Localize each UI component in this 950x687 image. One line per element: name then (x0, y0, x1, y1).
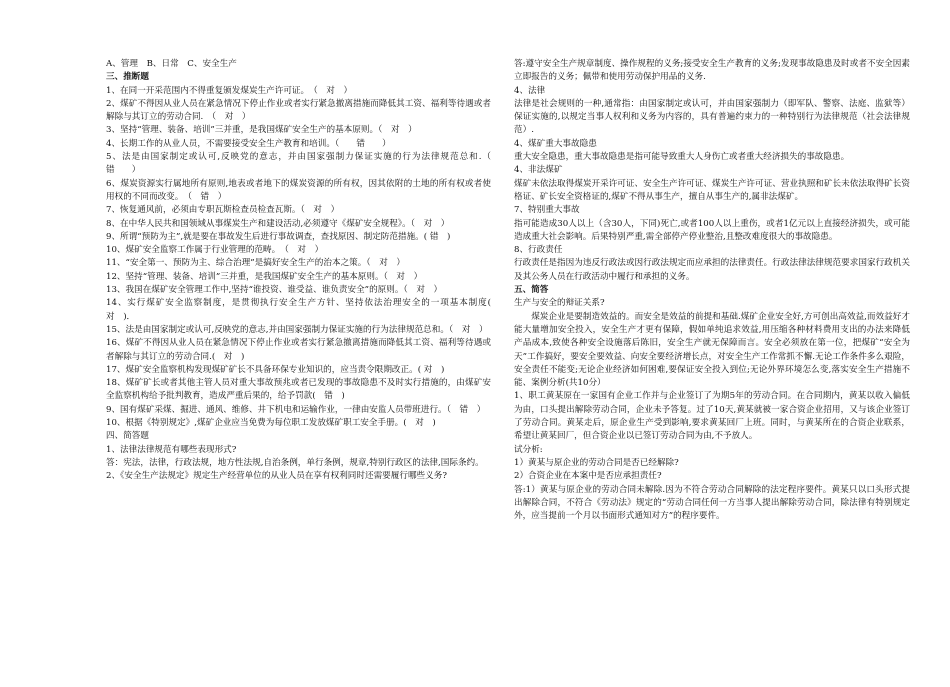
paragraph: 5、法是由国家制定或认可,反映党的意志，并由国家强制力保证实施的行为法律规范总和.（ 错 ） (106, 152, 509, 176)
paragraph: 答：宪法，法律，行政法规，地方性法规,自治条例，单行条例，规章,特别行政区的法律,国际条约。 (106, 457, 484, 468)
paragraph: 10、根据《特别规定》,煤矿企业应当免费为每位职工发放煤矿职工安全手册。( 对 ) (106, 418, 436, 429)
paragraph: 10、煤矿安全监察工作属于行业管理的范畴。 （ 对 ） (106, 245, 324, 256)
paragraph: 指可能造成30人以上（含30人，下同)死亡,或者100人以上重伤，或者1亿元以上直接经济损失，或可能造成重大社会影响。后果特别严重,需全部停产停业整治,且整改难度很大的事故隐患。 (514, 218, 910, 242)
paragraph: 9、国有煤矿采煤、掘进、通风、维修、井下机电和运输作业，一律由安监人员带班进行。（ 错 ） (106, 404, 486, 415)
paragraph: A、管理 B、日常 C、安全生产 (106, 59, 237, 69)
paragraph: 4、非法煤矿 (514, 165, 563, 176)
paragraph: 重大安全隐患，重大事故隐患是指可能导致重大人身伤亡或者重大经济损失的事故隐患。 (514, 152, 850, 163)
paragraph: 7、特别重大事故 (514, 205, 580, 216)
paragraph: 6、煤炭资源实行属地所有原则,地表或者地下的煤炭资源的所有权，因其依附的土地的所有权或者使用权的不同而改变。 （ 错 ） (106, 178, 491, 202)
paragraph: 2）合资企业在本案中是否应承担责任? (514, 471, 662, 482)
paragraph: 1、法律法律规范有哪些表现形式? (106, 444, 237, 455)
paragraph: 11、“安全第一、预防为主、综合治理”是搞好安全生产的治本之策。（ 对 ） (106, 258, 406, 269)
paragraph: 1）黄某与原企业的劳动合同是否已经解除? (514, 457, 679, 468)
paragraph: 1、在同一开采范围内不得重复颁发煤炭生产许可证。 （ 对 ） (106, 85, 353, 96)
paragraph: 答:1）黄某与原企业的劳动合同未解除.因为不符合劳动合同解除的法定程序要件。黄某只以口头形式提出解除合同，不符合《劳动法》规定的“劳动合同任何一方当事人提出解除劳动合同，除法律有特别规定外，应当提前一个月以书面形式通知对方”的程序要件。 (514, 484, 910, 522)
paragraph: 8、行政责任 (514, 245, 563, 256)
paragraph: 18、煤矿矿长或者其他主管人员对重大事故预兆或者已发现的事故隐患不及时实行措施的，由煤矿安全监察机构给予批判教育，造成严重后果的，给予罚款( 错 ) (106, 378, 491, 402)
paragraph: 四、简答题 (106, 431, 149, 442)
paragraph: 1、职工黄某原在一家国有企业工作并与企业签订了为期5年的劳动合同。在合同期内，黄某以收入偏低为由，口头提出解除劳动合同，企业未予答复。过了10天,黄某就被一家合资企业招用，又与该企业签订了劳动合同。黄某走后，原企业生产受到影响,要求黄某回厂上班。同时，与黄某所在的合资企业联系，希望让黄某回厂，但合资企业以已签订劳动合同为由,不予放人。 (514, 391, 910, 442)
paragraph: 4、法律 (514, 85, 546, 96)
paragraph: 答:遵守安全生产规章制度、操作规程的义务;接受安全生产教育的义务;发现事故隐患及时或者不安全因素立即报告的义务；佩带和使用劳动保护用品的义务. (514, 59, 910, 83)
paragraph: 煤矿未依法取得煤炭开采许可证、安全生产许可证、煤炭生产许可证、营业执照和矿长未依法取得矿长资格证、矿长安全资格证的,煤矿不得从事生产，擅自从事生产的,属非法煤矿。 (514, 178, 910, 202)
section-heading: 五、简答 (514, 285, 549, 296)
paragraph: 2、煤矿不得因从业人员在紧急情况下停止作业或者实行紧急撤离措施而降低其工资、福利等待遇或者解除与其订立的劳动合同. （ 对 ） (106, 98, 491, 123)
paragraph: 3、坚持“管理、装备、培训”三并重，是我国煤矿安全生产的基本原则。（ 对 ） (106, 125, 417, 136)
paragraph: 法律是社会规则的一种,通常指：由国家制定或认可，并由国家强制力（即军队、警察、法庭、监狱等）保证实施的,以规定当事人权利和义务为内容的，具有普遍约束力的一种特别行为法律规范（社会法律规范）. (514, 98, 910, 136)
paragraph: 2、《安全生产法规定》规定生产经营单位的从业人员在享有权利同时还需要履行哪些义务? (106, 471, 447, 482)
paragraph: 13、我国在煤矿安全管理工作中,坚持“谁投资、谁受益、谁负责安全”的原则。（ 对 ） (106, 285, 443, 296)
paragraph: 8、在中华人民共和国领域从事煤炭生产和建设活动,必须遵守《煤矿安全规程》。（ 对 ） (106, 218, 450, 229)
paragraph: 4、煤矿重大事故隐患 (514, 138, 597, 149)
paragraph: 行政责任是指因为违反行政法或因行政法规定而应承担的法律责任。行政法律法律规范要求国家行政机关及其公务人员在行政活动中履行和承担的义务。 (514, 258, 910, 282)
paragraph: 9、所谓“预防为主”,就是要在事故发生后进行事故调查，查找原因、制定防范措施。( 错 ) (106, 231, 451, 242)
paragraph: 12、坚持“管理、装备、培训”三并重，是我国煤矿安全生产的基本原则。（ 对 ） (106, 271, 423, 282)
left-column (106, 58, 509, 484)
paragraph: 7、恢复通风前，必须由专职瓦斯检查员检查瓦斯。（ 对 ） (106, 205, 340, 216)
paragraph: 15、法是由国家制定或认可,反映党的意志,并由国家强制力保证实施的行为法律规范总和。（ 对 ） (106, 324, 488, 335)
paragraph: 14、实行煤矿安全监察制度，是贯彻执行安全生产方针、坚持依法治理安全的一项基本制度( 对 )． (106, 298, 500, 322)
paragraph: 4、长期工作的从业人员，不需要接受安全生产教育和培训。（ 错 ） (106, 138, 391, 149)
right-column (514, 58, 910, 523)
paragraph: 16、煤矿不得因从业人员在紧急情况下停止作业或者实行紧急撤离措施而降低其工资、福利等待遇或者解除与其订立的劳动合同.( 对 ) (106, 338, 491, 362)
paragraph: 生产与安全的辩证关系? (514, 298, 605, 309)
paragraph: 煤炭企业是要制造效益的。而安全是效益的前提和基础.煤矿企业安全好,方可创出高效益,而效益好才能大量增加安全投入，安全生产才更有保障，假如单纯追求效益,用压缩各种材料费用支出的办法来降低产品成本,致使各种安全设施落后陈旧，安全生产就无保障而言。安全必须放在第一位，把煤矿“安全为天”工作搞好，要安全要效益、向安全要经济增长点，对安全生产工作常抓不懈.无论工作条件多么艰险，安全责任不能变;无论企业经济如何困难,要保证安全投入到位;无论外界环境怎么变,落实安全生产措施不能、案例分析(共10分） (514, 311, 910, 389)
paragraph: 试分析: (514, 444, 543, 455)
section-heading: 三、推断题 (106, 72, 149, 83)
paragraph: 17、煤矿安全监察机构发现煤矿矿长不具备环保专业知识的，应当责令限期改正。( 对 ) (106, 364, 445, 375)
